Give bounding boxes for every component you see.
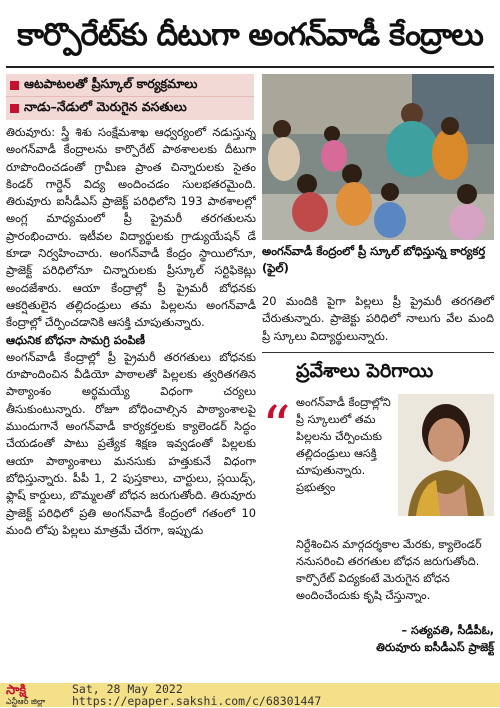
publication-date: Sat, 28 May 2022 (72, 682, 183, 696)
highlight-text: నాడు–నేడులో మెరుగైన వసతులు (24, 98, 187, 114)
quote-attribution (296, 622, 494, 656)
highlights-box (6, 74, 254, 120)
footer-bar (0, 683, 500, 707)
bullet-square-icon (10, 81, 19, 90)
article-body-right (262, 293, 494, 345)
highlight-item (6, 96, 254, 119)
quote-paragraph: అంగన్‌వాడీ కేంద్రాల్లోని ప్రీ స్కూలులో తమ పిల్లలను చేర్పించుకు తల్లిదండ్రులు ఆసక్తి చూపుతున్నారు. ప్రభుత్వం (296, 396, 391, 494)
quote-paragraph: నిర్దేశించిన మార్గదర్శకాల మేరకు, క్యాలెండర్ ననుసరించి తరగతుల బోధన జరుగుతోంది. కార్పొరేట్ విద్యకంటే మెరుగైన బోధన అందించేందుకు కృషి చేస్తున్నాం. (296, 538, 482, 602)
epaper-link[interactable]: https://epaper.sakshi.com/c/68301447 (72, 694, 322, 708)
article-body-left (6, 124, 256, 682)
attribution-org: తిరువూరు ఐసీడీఎస్ ప్రాజెక్ట్ (376, 641, 494, 654)
body-paragraph: తిరువూరు: స్త్రీ శిశు సంక్షేమశాఖ ఆధ్వర్యంలో నడుస్తున్న అంగన్‌వాడీ కేంద్రాలను కార్పొరేట్ పాఠశాలలకు దీటుగా రూపొందించడంతో గ్రామీణ ప్రాంత చిన్నారులకు సైతం కిండర్ గార్డెన్ విద్య అందించడం సులభతరమైంది. తిరువూరు ఐసీడీఎస్ ప్రాజెక్ట్ పరిధిలోని 193 పాఠశాలల్లో అంగ్ల మాధ్యమంలో ప్రీ ప్రైమరీ తరగతులను ప్రారంభించారు. ఇటీవల విద్యార్థులకు గ్రాడ్యుయేషన్ డే కూడా నిర్వహించారు. అంగన్‌వాడీ కేంద్రం స్థాయిలోనూ, ప్రాజెక్ట్ పరిధిలోనూ చిన్నారులకు ప్రీస్కూల్ సర్టిఫికెట్లు అందజేశారు. ఆయా కేంద్రాల్లో ప్రీ ప్రైమరీ బోధనకు ఆకర్షితులైన తల్లిదండ్రులు తమ పిల్లలను అంగన్‌వాడీ కేంద్రాల్లో చేర్పించడానికి ఆసక్తి చూపుతున్నారు. (6, 125, 256, 330)
highlight-text: ఆటపాటలతో ప్రీస్కూల్ కార్యక్రమాలు (24, 75, 198, 91)
section-divider (262, 352, 494, 353)
article-photo (262, 74, 494, 240)
body-paragraph: 20 మందికి పైగా పిల్లలు ప్రీ ప్రైమరీ తరగతిలో చేరుతున్నారు. ప్రాజెక్టు పరిధిలో నాలుగు వేల మంది ప్రీ స్కూలు విద్యార్థులున్నారు. (262, 294, 494, 343)
sakshi-logo (6, 685, 64, 705)
body-paragraph: అంగన్‌వాడీ కేంద్రాల్లో ప్రీ ప్రైమరీ తరగతులు బోధనకు రూపొందించిన వీడియో పాఠాలతో పిల్లలకు త్వరితగతిన పాఠ్యాంశం అర్థమయ్యే విధంగా చర్యలు తీసుకుంటున్నారు. రోజూ బోధించాల్సిన పాఠ్యాంశాలపై ముందుగానే అంగన్‌వాడీ కార్యకర్తలకు క్యాలెండర్ సిద్ధం చేయడంతో పాటు ప్రత్యేక శిక్షణ ఇవ్వడంతో పిల్లలకు ఆయా పాఠ్యాంశాలు మనసుకు హత్తుకునే విధంగా బోధిస్తున్నారు. పీపీ 1, 2 పుస్తకాలు, చార్టులు, స్లయిడ్స్, ఫ్లాష్ కార్డులు, బొమ్మలతో బోధన జరుగుతోంది. తిరువూరు ప్రాజెక్ట్ పరిధిలో ప్రతి అంగన్‌వాడీ కేంద్రంలో గతంలో 10 మంది లోపు పిల్లలు మాత్రమే చేరగా, ఇప్పుడు (6, 349, 256, 537)
box-heading: ప్రవేశాలు పెరిగాయి (296, 360, 434, 382)
quote-mark-icon: “ (262, 395, 291, 460)
highlight-item (6, 74, 254, 96)
bullet-square-icon (10, 104, 19, 113)
headline: కార్పొరేట్‌కు దీటుగా అంగన్‌వాడీ కేంద్రాలు (17, 17, 483, 53)
classroom-photo-image (262, 74, 494, 240)
portrait-photo (398, 394, 494, 516)
quote-text (296, 394, 396, 496)
subheading: ఆధునిక బోధనా సామగ్రి పంపిణీ (6, 332, 146, 347)
quote-text-wide (296, 536, 494, 604)
woman-portrait-image (398, 394, 494, 516)
logo-name: సాక్షి (6, 683, 27, 698)
attribution-name: – సత్యవతి, సీడీపీఓ, (401, 624, 494, 637)
headline-rule (6, 66, 494, 68)
logo-edition: ఎన్టీఆర్ జిల్లా (6, 697, 46, 706)
photo-caption: అంగన్‌వాడీ కేంద్రంలో ప్రీ స్కూల్ బోధిస్తున్న కార్యకర్త (ఫైల్) (262, 244, 486, 275)
